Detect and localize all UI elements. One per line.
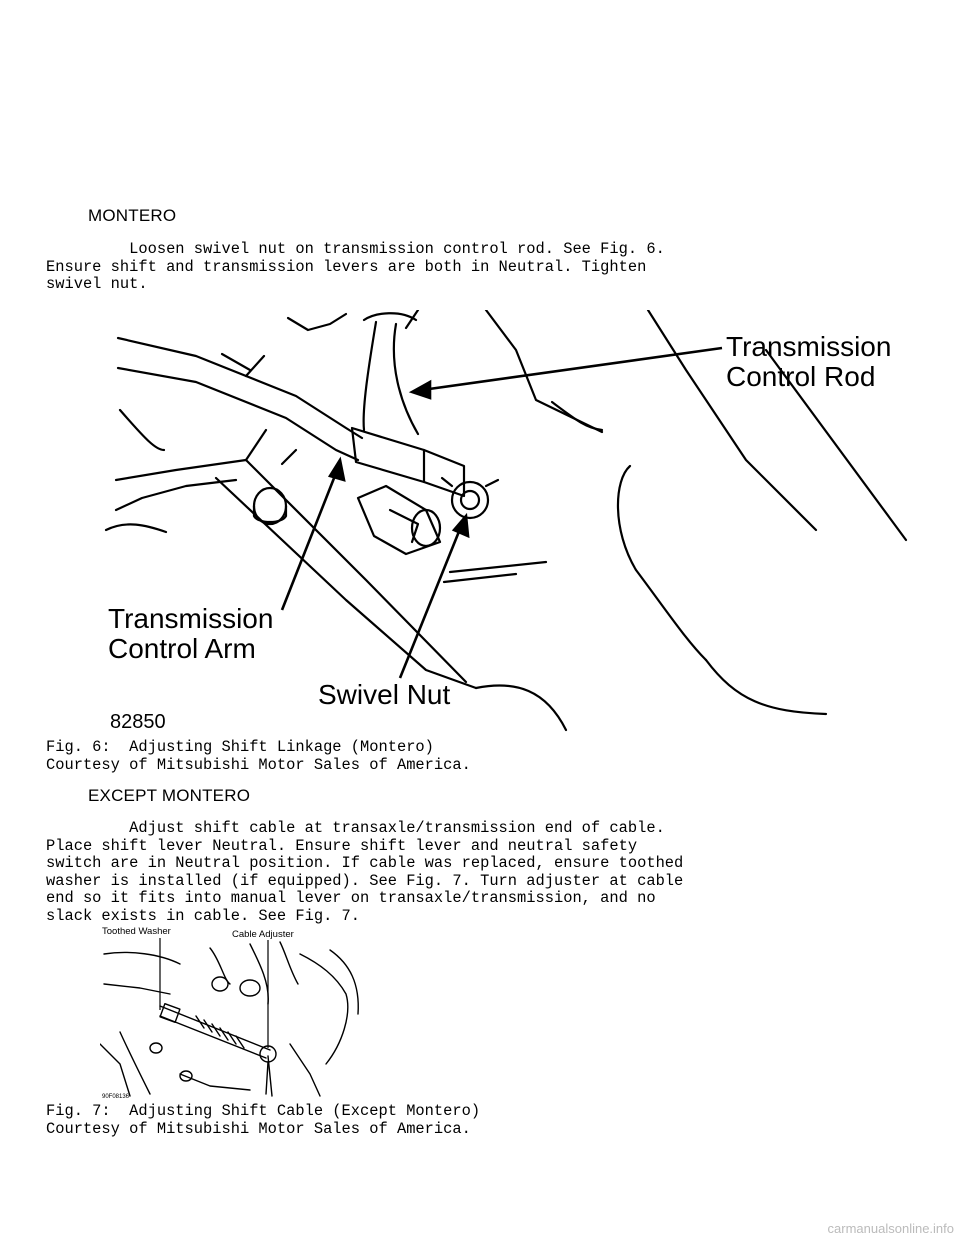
section-heading-montero: MONTERO: [88, 206, 177, 225]
figure-7-illustration: [100, 924, 370, 1100]
label-toothed-washer: Toothed Washer: [102, 926, 171, 937]
section-paragraph-except-montero: Adjust shift cable at transaxle/transmission end of cable. Place shift lever Neutral. Ensure shift lever and neutral safety switch are in Neutral position. If cable was replaced, ensure toothed washer is installed (if equipped). See Fig. 7. Turn adjuster at cable end so it fits into manual lever on transaxle/transmission, and no slack exists in cable. See Fig. 7.: [46, 819, 684, 925]
label-transmission-control-rod-2: Control Rod: [726, 361, 876, 392]
label-transmission-control-rod-1: Transmission: [726, 331, 892, 362]
label-cable-adjuster: Cable Adjuster: [232, 929, 294, 940]
figure-6-caption: Fig. 6: Adjusting Shift Linkage (Montero) Courtesy of Mitsubishi Motor Sales of America.: [46, 738, 471, 774]
watermark: carmanualsonline.info: [827, 1221, 954, 1236]
figure-7-code: 90F08136: [102, 1094, 130, 1100]
figure-7-caption: Fig. 7: Adjusting Shift Cable (Except Montero) Courtesy of Mitsubishi Motor Sales of America.: [46, 1102, 481, 1138]
label-transmission-control-arm-2: Control Arm: [108, 633, 256, 664]
label-transmission-control-arm-1: Transmission: [108, 603, 274, 634]
label-swivel-nut: Swivel Nut: [318, 679, 451, 710]
section-paragraph-montero: Loosen swivel nut on transmission control rod. See Fig. 6. Ensure shift and transmission levers are both in Neutral. Tighten swivel nut.: [46, 240, 665, 294]
figure-6-illustration: [46, 310, 946, 740]
section-heading-except-montero: EXCEPT MONTERO: [88, 786, 251, 805]
figure-6-code: 82850: [110, 711, 166, 733]
